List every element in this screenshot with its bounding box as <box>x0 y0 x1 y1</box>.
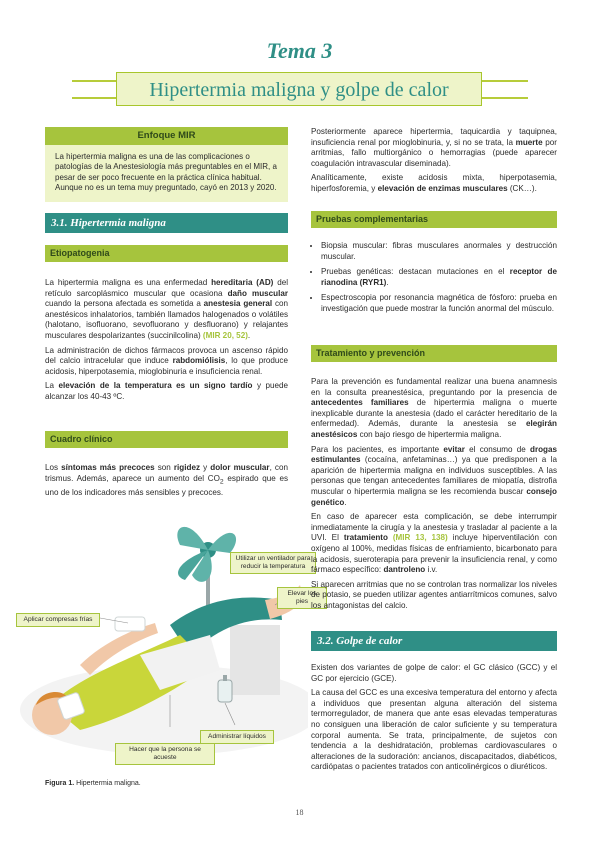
enfoque-box <box>45 127 288 202</box>
chapter-title: Hipertermia maligna y golpe de calor <box>116 72 482 106</box>
title-rule-left-2 <box>72 97 116 99</box>
tratamiento-paragraph-2: Para los pacientes, es importante evitar el consumo de drogas estimulantes (cocaína, anfetaminas…) ya que predisponen a la aparición de hipertermia maligna en individuos susceptibles. A las personas que tengan antecedentes familiares de miopatía, distrofia muscular o hipertermia maligna se les recomienda buscar consejo genético. <box>311 444 558 507</box>
pruebas-item-geneticas: • Pruebas genéticas: destacan mutaciones en el receptor de rianodina (RYR1). <box>321 267 557 288</box>
tratamiento-text <box>311 377 557 615</box>
title-rule-right-1 <box>482 80 528 82</box>
etiopatogenia-heading: Etiopatogenia <box>45 245 288 262</box>
right-intro-text <box>311 127 557 199</box>
section-32-title: 3.2. Golpe de calor <box>311 631 557 651</box>
pruebas-item-espectroscopia: • Espectroscopia por resonancia magnética de fósforo: prueba en investigación que puede mostrar la función anormal del músculo. <box>321 293 557 314</box>
enfoque-text: La hipertermia maligna es una de las complicaciones o patologías de la Anestesiología más preguntables en el MIR, a pesar de ser poco frecuente en la práctica clínica habitual. Aunque no es un tema muy preguntado, cayó en 2013 y 2020. <box>45 145 288 202</box>
callout-compresas: Aplicar compresas frías <box>16 613 100 627</box>
callout-ventilador: Utilizar un ventilador para reducir la temperatura <box>230 552 316 574</box>
golpe-paragraph-1: Existen dos variantes de golpe de calor: el GC clásico (GCC) y el GC por ejercicio (GCE). <box>311 663 557 683</box>
tratamiento-paragraph-3: En caso de aparecer esta complicación, se debe interrumpir inmediatamente la cirugía y la anestesia y trasladar al paciente a la UVI. El tratamiento (MIR 13, 138) incluye hiperventilación con oxígeno al 100%, medidas físicas de enfriamiento, bicarbonato para la acidosis, sueroterapia para prevenir la insuficiencia renal, y como fármaco específico: dantroleno i.v. <box>311 512 558 575</box>
enfoque-heading: Enfoque MIR <box>45 127 288 145</box>
cuadro-clinico-heading: Cuadro clínico <box>45 431 288 448</box>
pruebas-list <box>311 241 557 320</box>
right-paragraph-1: Posteriormente aparece hipertermia, taquicardia y taquipnea, insuficiencia renal por mioglobinuria, y, si no se trata, la muerte por arritmias, fallo multiorgánico o hemorragias (puede aparecer coagulación intravascular diseminada). <box>311 127 558 168</box>
callout-liquidos: Administrar líquidos <box>200 730 274 744</box>
tratamiento-paragraph-1: Para la prevención es fundamental realizar una buena anamnesis en la consulta preanestésica, preguntando por la presencia de antecedentes familiares de hipertermia maligna o muerte inexplicable durante la anestesia (dado el carácter hereditario de la enfermedad). Además, durante la anestesia se elegirán anestésicos con bajo riesgo de hipertermia maligna. <box>311 377 557 439</box>
title-rule-left-1 <box>72 80 116 82</box>
etio-paragraph-1: La hipertermia maligna es una enfermedad hereditaria (AD) del retículo sarcoplásmico muscular que ocasiona daño muscular cuando la persona afectada es sometida a anestesia general con anestésicos inhalatorios, también llamados halogenados o volátiles (halotano, isofluorano, sevofluorano y desfluorano) y relajantes musculares despolarizantes (succinilcolina) (MIR 20, 52). <box>45 278 288 340</box>
mir-reference: (MIR 20, 52) <box>202 330 248 340</box>
golpe-paragraph-2: La causa del GCC es una excesiva temperatura del entorno y afecta a individuos que presentan alguna alteración del sistema termorregulador, de manera que ante esas elevadas temperaturas no consiguen una liberación de calor suficiente y su temperatura corporal aumenta. Se trata, principalmente, de sujetos con tendencia a la deshidratación, problemas cardiovasculares o alteraciones de la sudoración: ancianos, discapacitados, diabéticos, cardiópatas o pacientes tratados con anticolinérgicos o diuréticos. <box>311 688 557 772</box>
tratamiento-paragraph-4: Si aparecen arritmias que no se controlan tras normalizar los niveles de potasio, se pueden utilizar agentes antiarrítmicos comunes, salvo los antagonistas del calcio. <box>311 579 557 610</box>
callout-acueste: Hacer que la persona se acueste <box>115 743 215 765</box>
pruebas-heading: Pruebas complementarias <box>311 211 557 228</box>
leg-support <box>230 625 280 695</box>
title-rule-right-2 <box>482 97 528 99</box>
clinico-paragraph: Los síntomas más precoces son rigidez y dolor muscular, con trismus. Además, aparece un aumento del $CO_2$ espirado que es uno de los indicadores más sensibles y precoces. <box>45 463 288 497</box>
mir-reference: (MIR 13, 138) <box>392 533 448 543</box>
cuadro-clinico-text <box>45 463 288 502</box>
figure-caption: Figura 1. Hipertermia maligna. <box>45 780 141 787</box>
figure-hipertermia <box>20 505 317 775</box>
golpe-calor-text <box>311 663 557 777</box>
tratamiento-heading: Tratamiento y prevención <box>311 345 557 362</box>
section-31-title: 3.1. Hipertermia maligna <box>45 213 288 233</box>
page-number: 18 <box>295 808 304 817</box>
etio-paragraph-3: La elevación de la temperatura es un signo tardío y puede alcanzar los 40-43 ºC. <box>45 381 288 401</box>
callout-pies: Elevar los pies <box>277 587 327 609</box>
pruebas-item-biopsia: • Biopsia muscular: fibras musculares anormales y destrucción muscular. <box>321 241 557 262</box>
etio-paragraph-2: La administración de dichos fármacos provoca un ascenso rápido del calcio intracelular que induce rabdomiólisis, lo que produce acidosis, hiperpotasemia, mioglobinuria e insuficiencia renal. <box>45 345 288 376</box>
etiopatogenia-text <box>45 278 288 407</box>
chapter-number: Tema 3 <box>266 38 333 63</box>
right-paragraph-2: Analíticamente, existe acidosis mixta, hiperpotasemia, hiperfosforemia, y elevación de enzimas musculares (CK…). <box>311 173 557 193</box>
